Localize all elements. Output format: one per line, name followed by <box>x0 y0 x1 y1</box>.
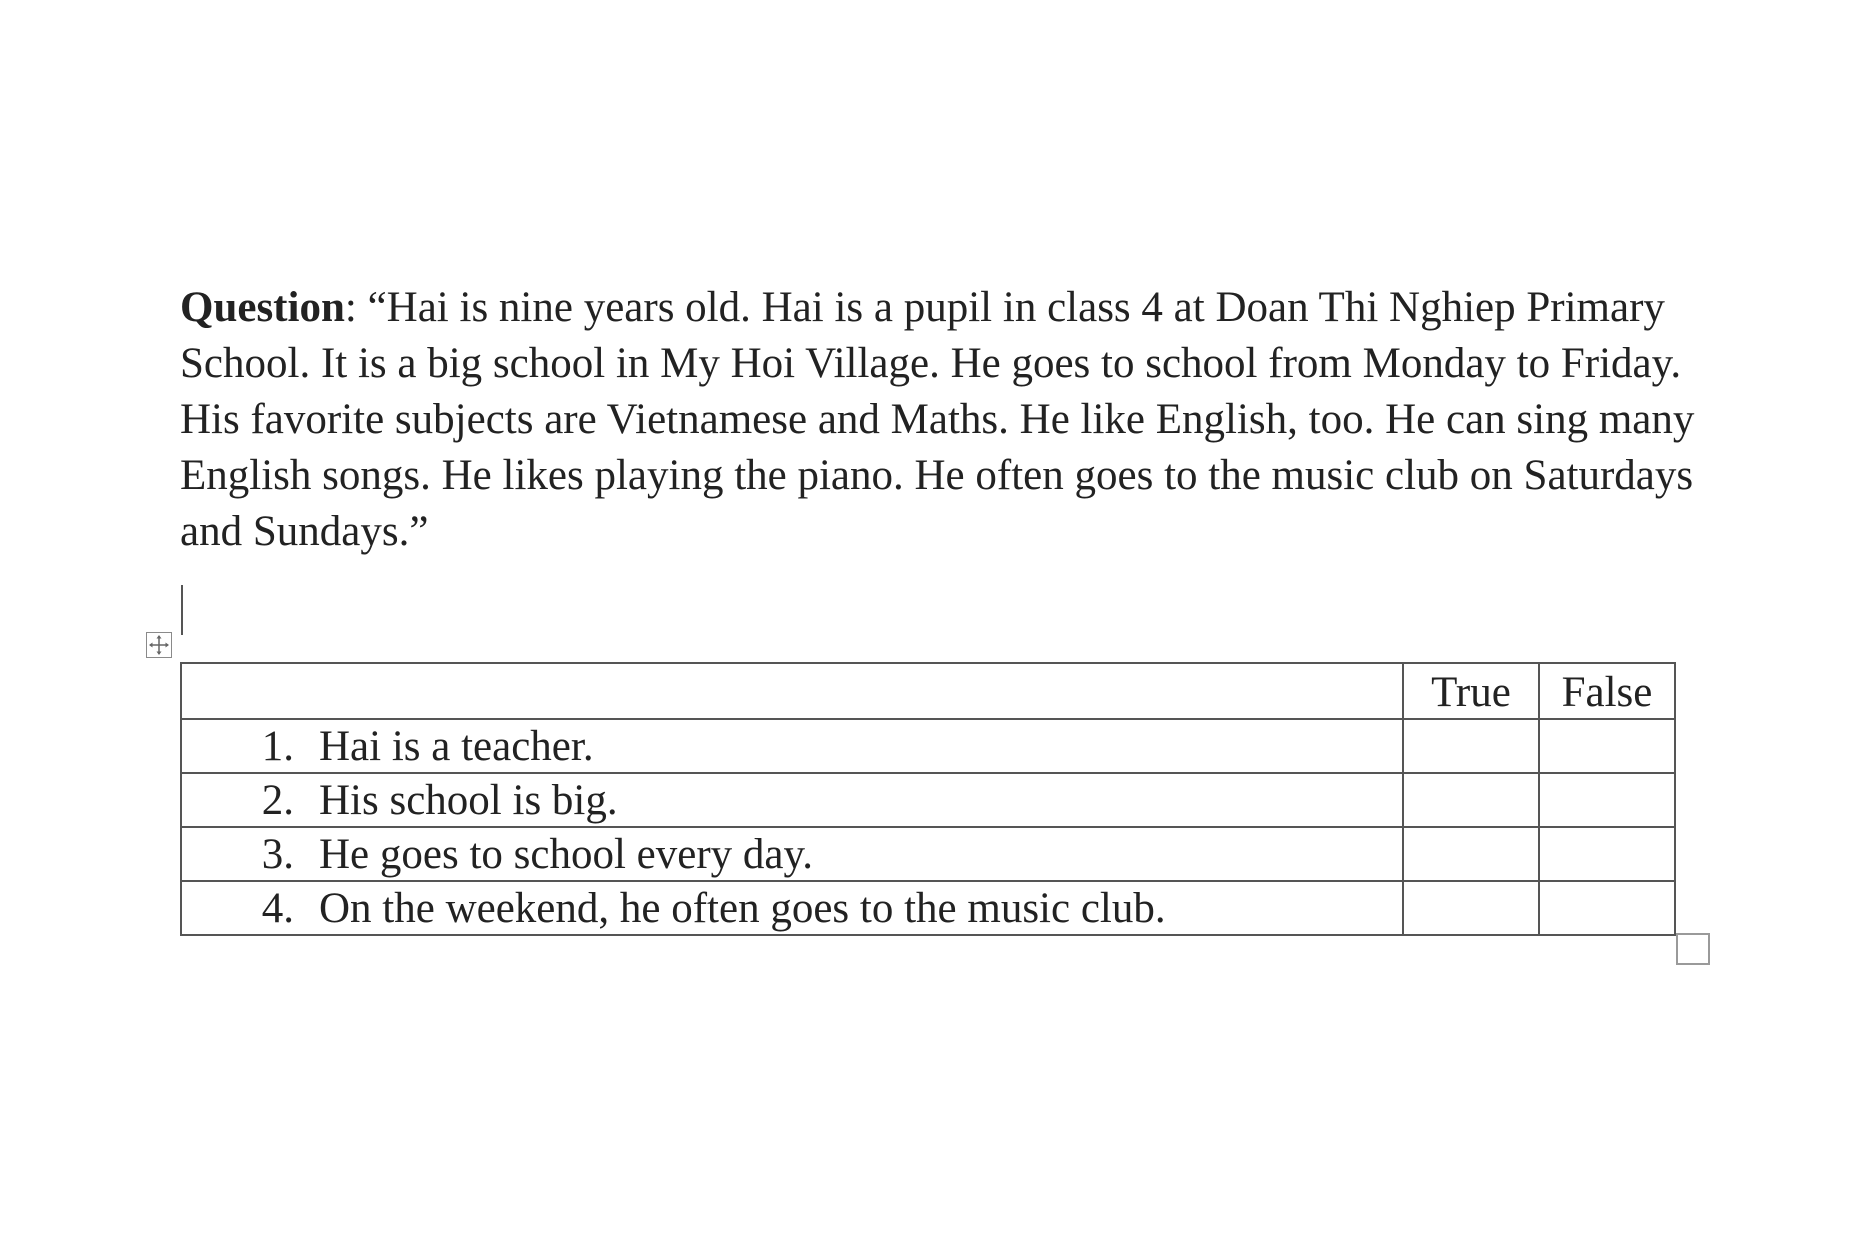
table-row <box>181 719 1675 773</box>
table-move-icon[interactable] <box>146 632 172 658</box>
question-text: “Hai is nine years old. Hai is a pupil in class 4 at Doan Thi Nghiep Primary School. It is a big school in My Hoi Village. He goes to school from Monday to Friday. His favorite subjects are Vietnamese and Maths. He like English, too. He can sing many English songs. He likes playing the piano. He often goes to the music club on Saturdays and Sundays.” <box>180 284 1695 555</box>
statement-header <box>181 663 1403 719</box>
true-cell[interactable] <box>1403 827 1539 881</box>
statement-cell[interactable] <box>181 881 1403 935</box>
false-cell[interactable] <box>1539 881 1675 935</box>
false-cell[interactable] <box>1539 827 1675 881</box>
false-cell[interactable] <box>1539 719 1675 773</box>
true-cell[interactable] <box>1403 719 1539 773</box>
statement-number: 2. <box>261 776 294 824</box>
true-false-table <box>180 662 1676 936</box>
table-row <box>181 773 1675 827</box>
table-header-row <box>181 663 1675 719</box>
true-cell[interactable] <box>1403 773 1539 827</box>
statement-text: He goes to school every day. <box>319 830 813 878</box>
table-resize-icon[interactable] <box>1676 933 1710 965</box>
text-cursor <box>181 585 183 635</box>
table-row <box>181 827 1675 881</box>
statement-text: Hai is a teacher. <box>319 722 594 770</box>
question-label: Question <box>180 284 345 331</box>
false-header: False <box>1539 663 1675 719</box>
statement-text: On the weekend, he often goes to the music club. <box>319 884 1166 932</box>
table-row <box>181 881 1675 935</box>
statement-cell[interactable] <box>181 773 1403 827</box>
statement-number: 3. <box>261 830 294 878</box>
statement-cell[interactable] <box>181 827 1403 881</box>
statement-number: 1. <box>261 722 294 770</box>
statement-cell[interactable] <box>181 719 1403 773</box>
false-cell[interactable] <box>1539 773 1675 827</box>
statement-text: His school is big. <box>319 776 618 824</box>
statement-number: 4. <box>261 884 294 932</box>
true-cell[interactable] <box>1403 881 1539 935</box>
question-separator: : <box>344 284 368 331</box>
question-passage <box>180 280 1700 560</box>
true-header: True <box>1403 663 1539 719</box>
